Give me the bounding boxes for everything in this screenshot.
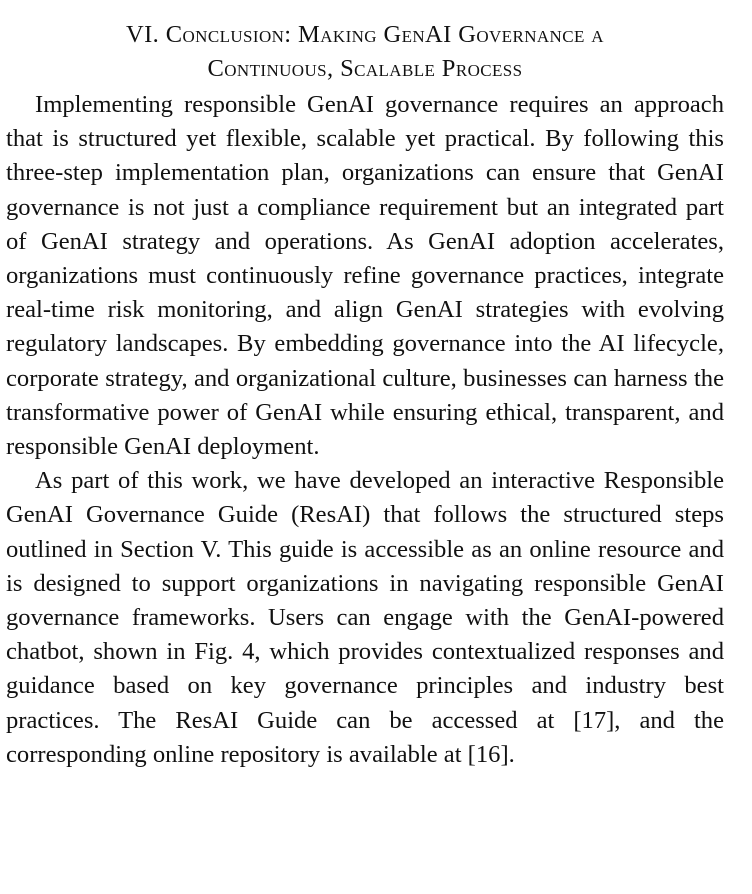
section-heading-line-2: Continuous, Scalable Process	[207, 55, 523, 82]
section-heading	[6, 18, 724, 86]
body-paragraph-2: As part of this work, we have developed an interactive Responsible GenAI Governance Guide (ResAI) that follows the structured steps outlined in Section V. This guide is accessible as an online resource and is designed to support organizations in navigating responsible GenAI governance frameworks. Users can engage with the GenAI-powered chatbot, shown in Fig. 4, which provides contextualized responses and guidance based on key governance principles and industry best practices. The ResAI Guide can be accessed at [17], and the corresponding online repository is available at [16].	[6, 467, 724, 768]
paper-page	[6, 18, 724, 772]
section-heading-line-1: VI. Conclusion: Making GenAI Governance a	[126, 21, 604, 48]
body-paragraph-1: Implementing responsible GenAI governance requires an approach that is structured yet flexible, scalable yet practical. By following this three-step implementation plan, organizations can ensure that GenAI governance is not just a compliance requirement but an integrated part of GenAI strategy and operations. As GenAI adoption accelerates, organizations must continuously refine governance practices, integrate real-time risk monitoring, and align GenAI strategies with evolving regulatory landscapes. By embedding governance into the AI lifecycle, corporate strategy, and organizational culture, businesses can harness the transformative power of GenAI while ensuring ethical, transparent, and responsible GenAI deployment.	[6, 91, 724, 461]
